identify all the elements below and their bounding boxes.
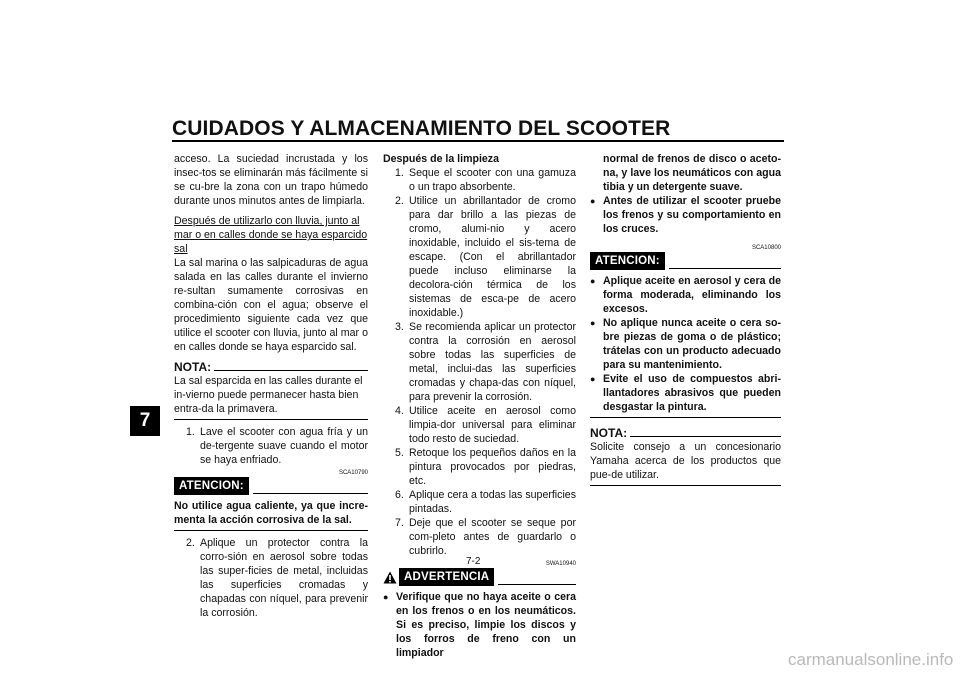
column-2 [383, 152, 576, 660]
step-number: 7. [395, 517, 404, 529]
reference-code: SCA10800 [751, 245, 781, 251]
list-item [383, 488, 576, 516]
divider [590, 485, 781, 486]
section-heading-rain: Después de utilizarlo con lluvia, junto al mar o en calles donde se haya esparcido sal [174, 215, 368, 255]
list-item [383, 194, 576, 320]
step-text: Aplique cera a todas las superficies pintadas. [409, 489, 576, 515]
divider [590, 417, 781, 418]
warning-bullet [590, 194, 781, 236]
warning-bullet [383, 590, 576, 660]
step-number: 2. [395, 195, 404, 207]
section-heading-after-cleaning: Después de la limpieza [383, 153, 499, 165]
bullet-icon: ● [383, 592, 389, 602]
bullet-text: Evite el uso de compuestos abri-llantadores abrasivos que pueden desgastar la pintura. [603, 373, 781, 413]
warning-bullet-continued [590, 152, 781, 194]
list-item [174, 536, 368, 620]
step-number: 4. [395, 405, 404, 417]
advertencia-badge: ADVERTENCIA [399, 568, 494, 586]
bullet-icon: ● [590, 318, 596, 328]
step-text: Seque el scooter con una gamuza o un trapo absorbente. [409, 167, 576, 193]
nota-header [174, 360, 368, 374]
list-item [383, 404, 576, 446]
bullet-text: normal de frenos de disco o aceto-na, y lave los neumáticos con agua tibia y un detergente suave. [603, 153, 781, 193]
atencion-header [590, 252, 781, 270]
atencion-text: No utilice agua caliente, ya que incre-menta la acción corrosiva de la sal. [174, 500, 368, 526]
page-title: CUIDADOS Y ALMACENAMIENTO DEL SCOOTER [172, 117, 671, 140]
bullet-icon: ● [590, 276, 596, 286]
list-item [383, 320, 576, 404]
bullet-text: Antes de utilizar el scooter pruebe los frenos y su comportamiento en los cruces. [603, 195, 781, 235]
nota-label: NOTA: [174, 360, 212, 374]
step-number: 5. [395, 447, 404, 459]
step-text: Deje que el scooter se seque por com-pleto antes de guardarlo o cubrirlo. [409, 517, 576, 557]
bullet-icon: ● [590, 374, 596, 384]
list-item [383, 166, 576, 194]
list-item [383, 516, 576, 558]
chapter-tab: 7 [130, 406, 160, 436]
paragraph-salt: La sal marina o las salpicaduras de agua salada en las calles durante el invierno re-sultan sumamente corrosivas en combina-ción con el agua; observe el procedimiento siguiente cada vez que utilice el scooter con lluvia, junto al mar o en calles donde se haya esparcido sal. [174, 257, 368, 353]
reference-code: SWA10940 [545, 561, 576, 567]
step-text: Se recomienda aplicar un protector contra la corrosión en aerosol sobre todas las superficies de metal, inclui-das las superficies cromadas y chapa-das con níquel, para prevenir la corrosión. [409, 321, 576, 403]
cleaning-steps-list [383, 166, 576, 558]
nota-text: Solicite consejo a un concesionario Yamaha acerca de los productos que pue-de utilizar. [590, 441, 781, 481]
step-text: Lave el scooter con agua fría y un de-tergente suave cuando el motor se haya enfriado. [200, 426, 368, 466]
page-number: 7-2 [466, 556, 481, 567]
title-rule [172, 140, 784, 142]
column-3 [590, 152, 781, 491]
step-text: Retoque los pequeños daños en la pintura provocados por piedras, etc. [409, 447, 576, 487]
bullet-text: No aplique nunca aceite o cera so-bre piezas de goma o de plástico; trátelas con un producto adecuado para su mantenimiento. [603, 317, 781, 371]
bullet-icon: ● [590, 196, 596, 206]
bullet-text: Aplique aceite en aerosol y cera de forma moderada, eliminando los excesos. [603, 275, 781, 315]
step-number: 1. [395, 167, 404, 179]
step-number: 3. [395, 321, 404, 333]
column-1 [174, 152, 368, 620]
atencion-bullet [590, 316, 781, 372]
reference-code: SCA10790 [338, 470, 368, 476]
advertencia-header [383, 568, 576, 586]
atencion-bullet [590, 372, 781, 414]
nota-text: La sal esparcida en las calles durante el in-vierno puede permanecer hasta bien entra-da la primavera. [174, 375, 363, 415]
list-item [383, 446, 576, 488]
divider [174, 419, 368, 420]
step-number: 6. [395, 489, 404, 501]
paragraph-intro: acceso. La suciedad incrustada y los insec-tos se eliminarán más fácilmente si se cu-bre la zona con un trapo húmedo durante unos minutos antes de limpiarla. [174, 153, 368, 207]
divider [174, 530, 368, 531]
atencion-badge: ATENCION: [590, 252, 665, 270]
step-text: Utilice un abrillantador de cromo para dar brillo a las piezas de cromo, alumi-nio y acero inoxidable, incluido el sis-tema de escape. (Con el abrillantador puede incluso eliminarse la decolora-ción térmica de los sistemas de esca-pe de acero inoxidable.) [409, 195, 576, 319]
step-text: Utilice aceite en aerosol como limpia-dor universal para eliminar todo resto de suciedad. [409, 405, 576, 445]
step-text: Aplique un protector contra la corro-sión en aerosol sobre todas las super-ficies de metal, incluidas las superficies cromadas y chapadas con níquel, para prevenir la corrosión. [200, 537, 368, 619]
nota-label: NOTA: [590, 426, 628, 440]
watermark: carmanualsonline.info [788, 650, 954, 669]
atencion-badge: ATENCION: [174, 477, 249, 495]
list-item [174, 425, 368, 467]
bullet-text: Verifique que no haya aceite o cera en los frenos o en los neumáticos. Si es preciso, limpie los discos y los forros de freno con un limpiador [396, 591, 576, 659]
step-number: 2. [186, 537, 195, 549]
step-number: 1. [186, 426, 195, 438]
nota-header [590, 426, 781, 440]
atencion-bullet [590, 274, 781, 316]
warning-triangle-icon [383, 571, 397, 584]
atencion-header [174, 477, 368, 495]
